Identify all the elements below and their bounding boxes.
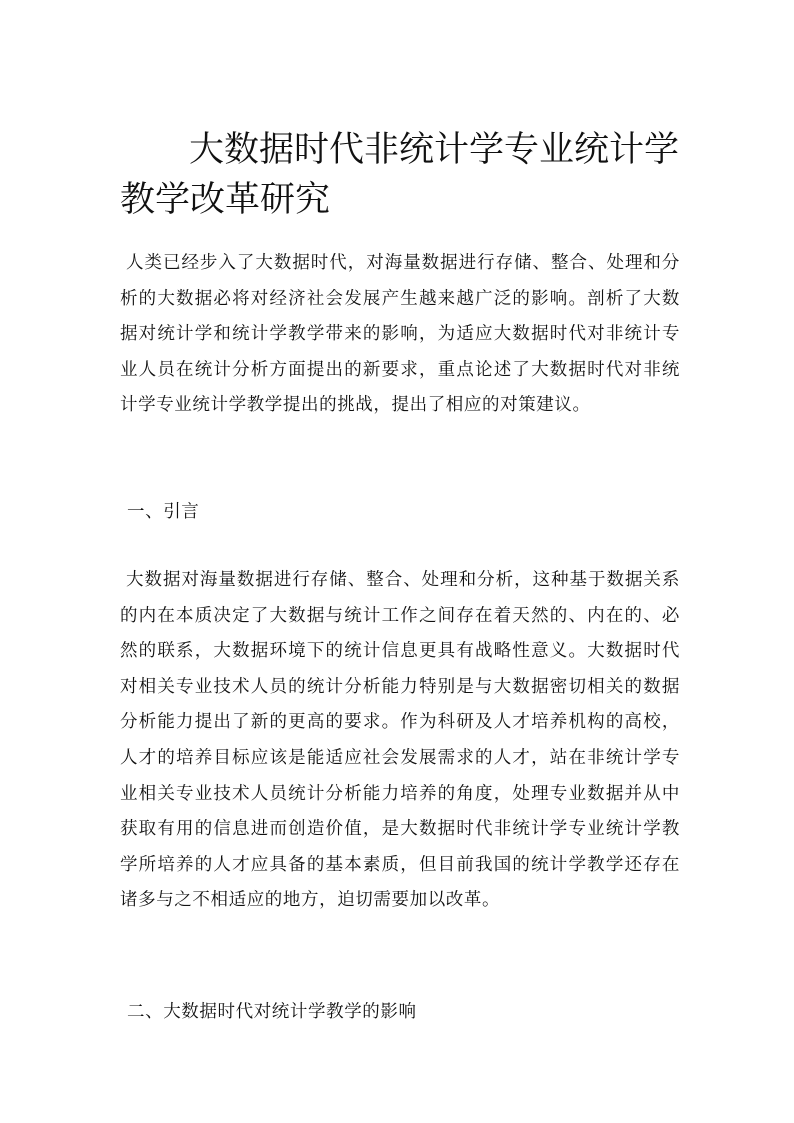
- section-heading-impact: 二、大数据时代对统计学教学的影响: [127, 1002, 417, 1022]
- document-title: 大数据时代非统计学专业统计学教学改革研究: [120, 130, 680, 220]
- abstract-paragraph: 人类已经步入了大数据时代，对海量数据进行存储、整合、处理和分析的大数据必将对经济社会发展产生越来越广泛的影响。剖析了大数据对统计学和统计学教学带来的影响，为适应大数据时代对非统计专业人员在统计分析方面提出的新要求，重点论述了大数据时代对非统计学专业统计学教学提出的挑战，提出了相应的对策建议。: [120, 253, 680, 416]
- section-paragraph-introduction: 大数据对海量数据进行存储、整合、处理和分析，这种基于数据关系的内在本质决定了大数据与统计工作之间存在着天然的、内在的、必然的联系，大数据环境下的统计信息更具有战略性意义。大数据时代对相关专业技术人员的统计分析能力特别是与大数据密切相关的数据分析能力提出了新的更高的要求。作为科研及人才培养机构的高校，人才的培养目标应该是能适应社会发展需求的人才，站在非统计学专业相关专业技术人员统计分析能力培养的角度，处理专业数据并从中获取有用的信息进而创造价值，是大数据时代非统计学专业统计学教学所培养的人才应具备的基本素质，但目前我国的统计学教学还存在诸多与之不相适应的地方，迫切需要加以改革。: [120, 570, 680, 911]
- section-heading-introduction: 一、引言: [127, 502, 200, 522]
